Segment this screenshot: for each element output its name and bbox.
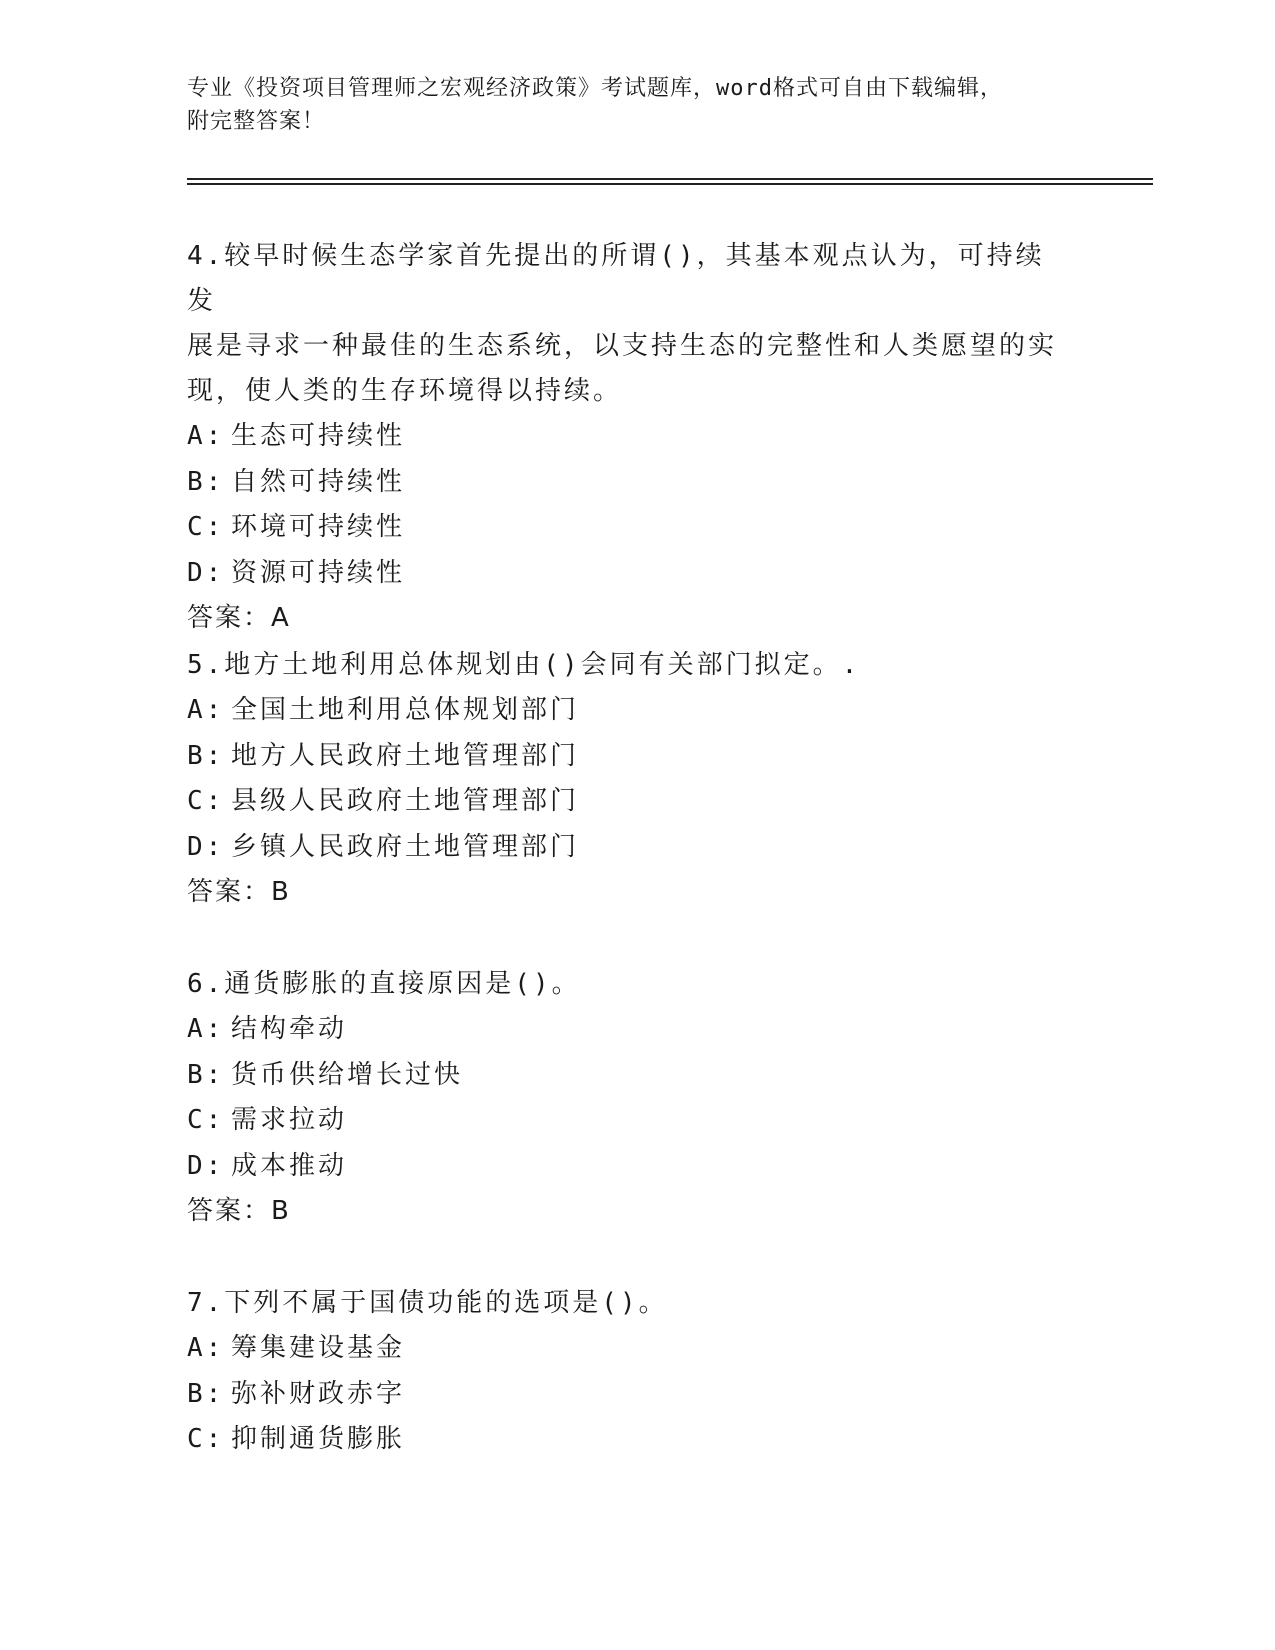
question-stem-line: 4.较早时候生态学家首先提出的所谓()，其基本观点认为，可持续发 xyxy=(187,241,1045,316)
option-key: B: xyxy=(187,1059,225,1090)
question-block xyxy=(187,234,1067,642)
option-c xyxy=(187,1417,1067,1463)
option-d xyxy=(187,551,1067,597)
option-text: 结构牵动 xyxy=(231,1014,348,1044)
option-key: A: xyxy=(187,695,225,725)
option-c xyxy=(187,1098,1067,1144)
option-text: 弥补财政赤字 xyxy=(231,1378,406,1409)
option-text: 资源可持续性 xyxy=(231,557,406,588)
option-text: 成本推动 xyxy=(231,1150,348,1181)
header-line-1: 专业《投资项目管理师之宏观经济政策》考试题库，word格式可自由下载编辑， xyxy=(187,76,1003,101)
option-b xyxy=(187,1372,1067,1418)
option-text: 生态可持续性 xyxy=(231,421,406,451)
option-key: C: xyxy=(187,512,225,542)
option-b xyxy=(187,734,1067,780)
option-text: 县级人民政府土地管理部门 xyxy=(231,786,580,816)
option-text: 筹集建设基金 xyxy=(231,1333,406,1363)
option-d xyxy=(187,825,1067,871)
option-text: 乡镇人民政府土地管理部门 xyxy=(231,831,580,862)
header-divider-top xyxy=(187,178,1153,180)
header-divider-bottom xyxy=(187,183,1153,185)
option-text: 自然可持续性 xyxy=(231,466,406,497)
question-stem-line: 现，使人类的生存环境得以持续。 xyxy=(187,376,623,406)
document-header xyxy=(187,72,1067,138)
option-text: 环境可持续性 xyxy=(231,512,406,542)
option-b xyxy=(187,1053,1067,1099)
question-stem-line: 5.地方土地利用总体规划由()会同有关部门拟定。. xyxy=(187,650,861,680)
question-block xyxy=(187,962,1067,1235)
option-key: A: xyxy=(187,421,225,451)
question-block xyxy=(187,643,1067,916)
header-line-2: 附完整答案！ xyxy=(187,109,326,134)
option-text: 抑制通货膨胀 xyxy=(231,1424,406,1454)
answer-line: 答案：B xyxy=(187,877,291,907)
option-b xyxy=(187,460,1067,506)
answer-line: 答案：A xyxy=(187,603,291,633)
option-a xyxy=(187,1326,1067,1372)
question-stem-line: 6.通货膨胀的直接原因是()。 xyxy=(187,969,581,999)
option-key: D: xyxy=(187,557,225,588)
option-text: 需求拉动 xyxy=(231,1105,348,1135)
option-key: D: xyxy=(187,831,225,862)
question-stem-line: 展是寻求一种最佳的生态系统，以支持生态的完整性和人类愿望的实 xyxy=(187,331,1058,361)
option-text: 地方人民政府土地管理部门 xyxy=(231,740,580,771)
option-c xyxy=(187,779,1067,825)
option-a xyxy=(187,1007,1067,1053)
option-a xyxy=(187,414,1067,460)
option-key: C: xyxy=(187,1424,225,1454)
option-text: 货币供给增长过快 xyxy=(231,1059,464,1090)
option-c xyxy=(187,505,1067,551)
option-a xyxy=(187,688,1067,734)
option-d xyxy=(187,1144,1067,1190)
option-key: A: xyxy=(187,1014,225,1044)
option-key: B: xyxy=(187,740,225,771)
option-key: A: xyxy=(187,1333,225,1363)
option-text: 全国土地利用总体规划部门 xyxy=(231,695,580,725)
option-key: D: xyxy=(187,1150,225,1181)
option-key: C: xyxy=(187,786,225,816)
question-stem-line: 7.下列不属于国债功能的选项是()。 xyxy=(187,1288,668,1318)
option-key: B: xyxy=(187,1378,225,1409)
option-key: C: xyxy=(187,1105,225,1135)
question-block xyxy=(187,1281,1067,1463)
answer-line: 答案：B xyxy=(187,1196,291,1226)
option-key: B: xyxy=(187,466,225,497)
